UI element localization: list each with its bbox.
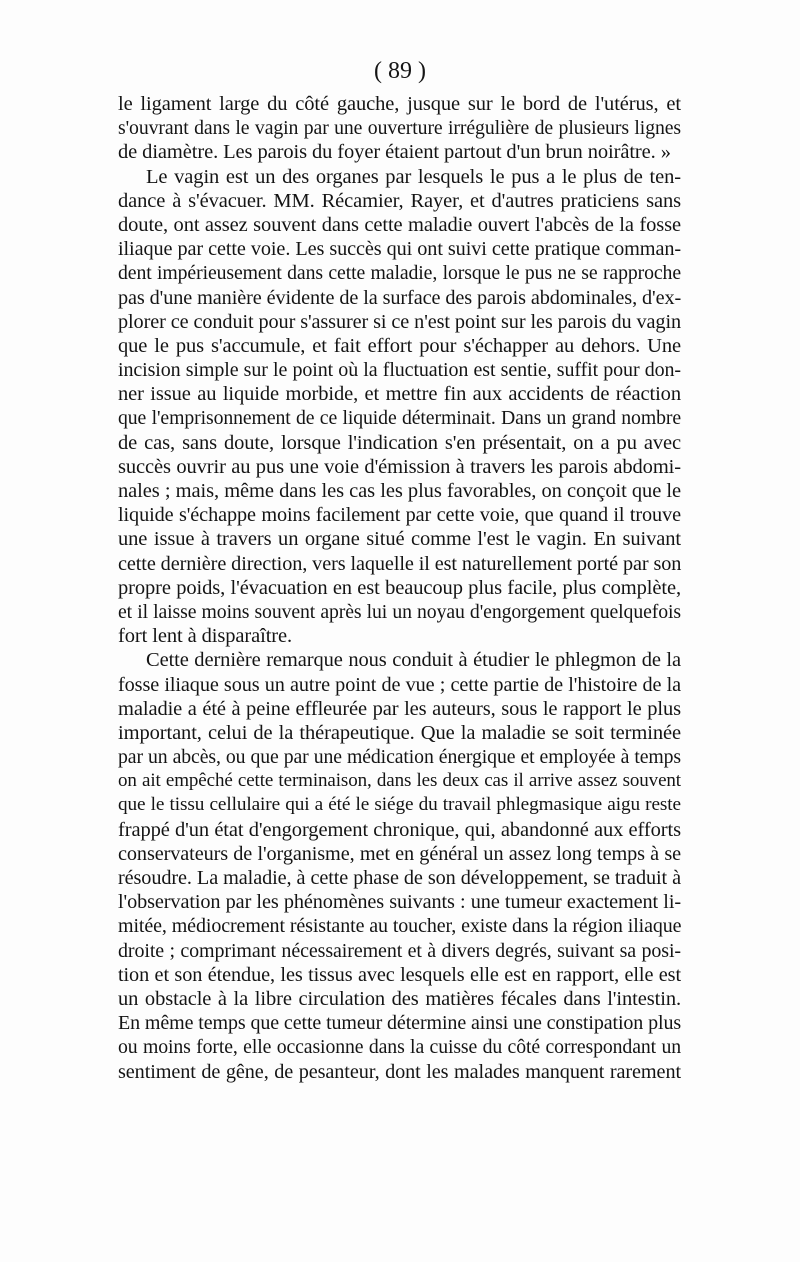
text-line: tion et son étendue, les tissus avec lesquels elle est en rapport, elle est (118, 963, 681, 986)
text-line: frappé d'un état d'engorgement chronique, qui, abandonné aux efforts (118, 818, 681, 841)
text-line: doute, ont assez souvent dans cette maladie ouvert l'abcès de la fosse (118, 213, 681, 236)
text-line: et il laisse moins souvent après lui un noyau d'engorgement quelquefois (118, 600, 681, 623)
text-line: En même temps que cette tumeur détermine ainsi une constipation plus (118, 1012, 682, 1035)
text-line: on ait empêché cette terminaison, dans les deux cas il arrive assez souvent (118, 770, 681, 792)
text-line: que l'emprisonnement de ce liquide déterminait. Dans un grand nombre (118, 407, 681, 430)
text-line: cette dernière direction, vers laquelle il est naturellement porté par son (118, 552, 682, 575)
text-line: s'ouvrant dans le vagin par une ouverture irrégulière de plusieurs lignes (118, 117, 681, 140)
text-line: droite ; comprimant nécessairement et à divers degrés, suivant sa posi- (118, 939, 681, 962)
page-number: ( 89 ) (374, 58, 426, 84)
text-line: ou moins forte, elle occasionne dans la cuisse du côté correspondant un (118, 1036, 681, 1059)
text-line: Cette dernière remarque nous conduit à étudier le phlegmon de la (146, 649, 681, 672)
text-line: l'observation par les phénomènes suivants : une tumeur exactement li- (118, 891, 681, 914)
text-line: dent impérieusement dans cette maladie, lorsque le pus ne se rapproche (118, 262, 681, 285)
text-line: mitée, médiocrement résistante au toucher, existe dans la région iliaque (118, 915, 682, 938)
text-line: propre poids, l'évacuation en est beaucoup plus facile, plus complète, (118, 576, 681, 599)
text-line: nales ; mais, même dans les cas les plus favorables, on conçoit que le (118, 480, 681, 502)
text-line: incision simple sur le point où la fluctuation est sentie, suffit pour don- (118, 359, 681, 382)
text-line: une issue à travers un organe situé comme l'est le vagin. En suivant (118, 528, 681, 551)
text-line: que le tissu cellulaire qui a été le siége du travail phlegmasique aigu reste (118, 794, 681, 816)
text-line: plorer ce conduit pour s'assurer si ce n'est point sur les parois du vagin (118, 310, 681, 333)
text-line: Le vagin est un des organes par lesquels le pus a le plus de ten- (146, 165, 681, 188)
text-line: liquide s'échappe moins facilement par cette voie, que quand il trouve (118, 504, 681, 527)
text-line: important, celui de la thérapeutique. Que la maladie se soit terminée (118, 721, 681, 744)
text-line: conservateurs de l'organisme, met en général un assez long temps à se (118, 842, 681, 865)
text-line: sentiment de gêne, de pesanteur, dont les malades manquent rarement (118, 1060, 681, 1083)
body-text (118, 92, 681, 1084)
text-line: dance à s'évacuer. MM. Récamier, Rayer, et d'autres praticiens sans (118, 189, 681, 212)
text-line: le ligament large du côté gauche, jusque sur le bord de l'utérus, et (118, 93, 681, 115)
text-line: un obstacle à la libre circulation des matières fécales dans l'intestin. (118, 987, 681, 1010)
text-line: de diamètre. Les parois du foyer étaient partout d'un brun noirâtre. » (118, 141, 671, 164)
text-line: iliaque par cette voie. Les succès qui ont suivi cette pratique comman- (118, 238, 681, 261)
text-line: succès ouvrir au pus une voie d'émission à travers les parois abdomi- (118, 455, 681, 478)
text-line: fort lent à disparaître. (118, 625, 293, 648)
text-line: ner issue au liquide morbide, et mettre fin aux accidents de réaction (118, 383, 681, 406)
text-line: pas d'une manière évidente de la surface des parois abdominales, d'ex- (118, 286, 682, 309)
text-line: que le pus s'accumule, et fait effort pour s'échapper au dehors. Une (118, 334, 681, 357)
text-line: par un abcès, ou que par une médication énergique et employée à temps (118, 746, 681, 769)
text-line: maladie a été à peine effleurée par les auteurs, sous le rapport le plus (118, 697, 681, 720)
text-line: fosse iliaque sous un autre point de vue ; cette partie de l'histoire de la (118, 673, 681, 696)
text-line: résoudre. La maladie, à cette phase de son développement, se traduit à (118, 867, 681, 889)
text-line: de cas, sans doute, lorsque l'indication s'en présentait, on a pu avec (118, 431, 681, 454)
